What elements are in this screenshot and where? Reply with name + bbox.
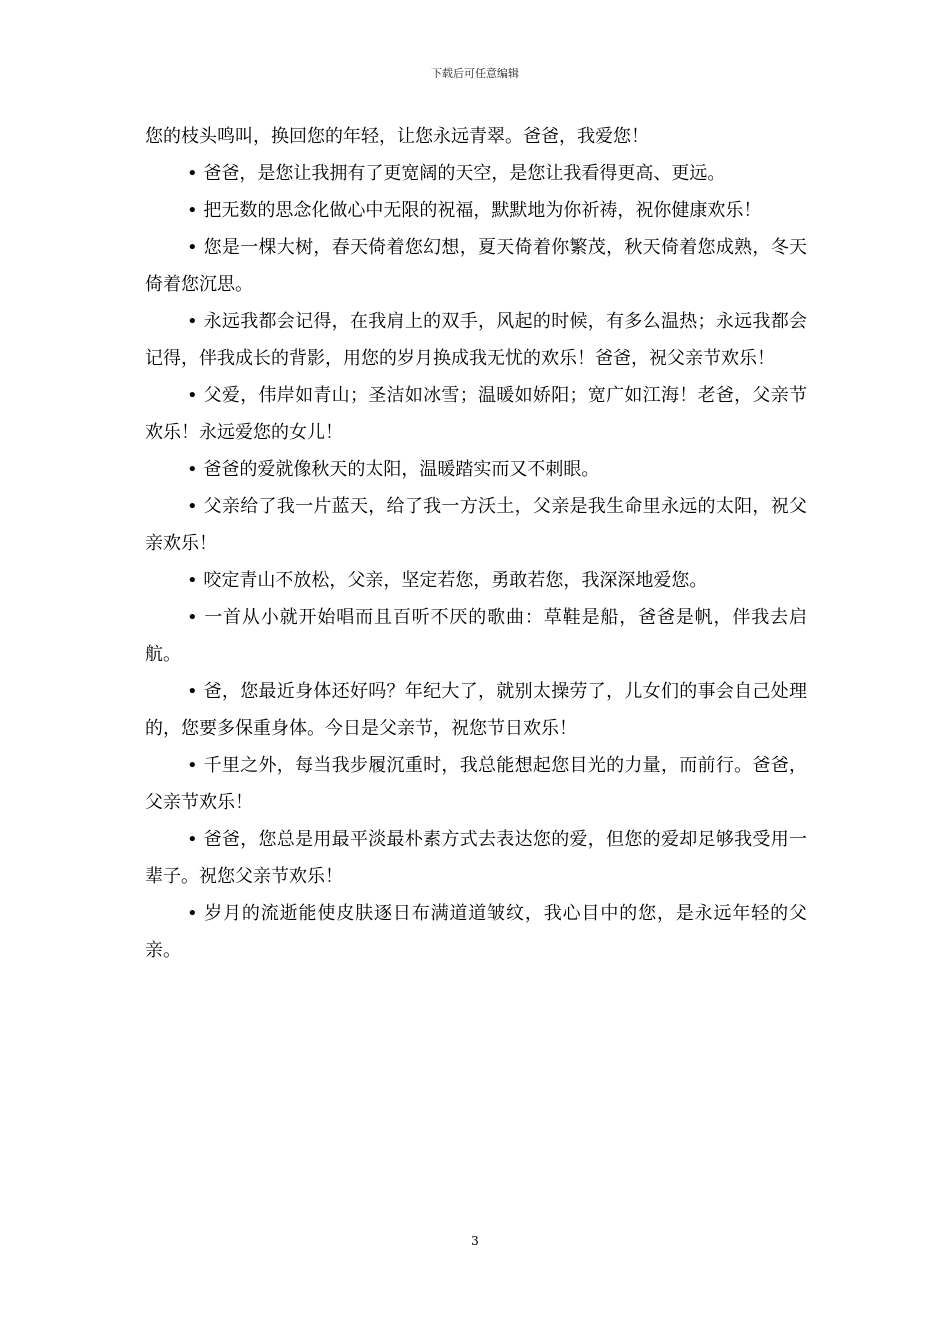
- bullet-paragraph: • 爸爸，是您让我拥有了更宽阔的天空，是您让我看得更高、更远。: [187, 163, 726, 184]
- document-body: [145, 118, 807, 969]
- bullet-paragraph: • 永远我都会记得，在我肩上的双手，风起的时候，有多么温热；永远我都会记得，伴我成长的背影，用您的岁月换成我无忧的欢乐！爸爸，祝父亲节欢乐！: [145, 311, 807, 369]
- page-number: 3: [471, 1234, 479, 1248]
- bullet-paragraph: • 父爱，伟岸如青山；圣洁如冰雪；温暖如娇阳；宽广如江海！老爸，父亲节欢乐！永远爱您的女儿！: [145, 385, 807, 443]
- bullet-paragraph: • 岁月的流逝能使皮肤逐日布满道道皱纹，我心目中的您，是永远年轻的父亲。: [145, 903, 807, 961]
- header-note: 下载后可任意编辑: [431, 67, 519, 80]
- bullet-paragraph: • 爸爸，您总是用最平淡最朴素方式去表达您的爱，但您的爱却足够我受用一辈子。祝您父亲节欢乐！: [145, 829, 807, 887]
- bullet-paragraph: • 爸，您最近身体还好吗？年纪大了，就别太操劳了，儿女们的事会自己处理的，您要多保重身体。今日是父亲节，祝您节日欢乐！: [145, 681, 807, 739]
- bullet-paragraph: • 咬定青山不放松，父亲，坚定若您，勇敢若您，我深深地爱您。: [187, 570, 708, 591]
- paragraph-continuation: 您的枝头鸣叫，换回您的年轻，让您永远青翠。爸爸，我爱您！: [145, 126, 649, 147]
- bullet-paragraph: • 爸爸的爱就像秋天的太阳，温暖踏实而又不刺眼。: [187, 459, 600, 480]
- bullet-paragraph: • 一首从小就开始唱而且百听不厌的歌曲：草鞋是船，爸爸是帆，伴我去启航。: [145, 607, 807, 665]
- bullet-paragraph: • 您是一棵大树，春天倚着您幻想，夏天倚着你繁茂，秋天倚着您成熟，冬天倚着您沉思。: [145, 237, 807, 295]
- bullet-paragraph: • 千里之外，每当我步履沉重时，我总能想起您目光的力量，而前行。爸爸，父亲节欢乐！: [145, 755, 807, 813]
- bullet-paragraph: • 把无数的思念化做心中无限的祝福，默默地为你祈祷，祝你健康欢乐！: [187, 200, 762, 221]
- bullet-paragraph: • 父亲给了我一片蓝天，给了我一方沃土，父亲是我生命里永远的太阳，祝父亲欢乐！: [145, 496, 807, 554]
